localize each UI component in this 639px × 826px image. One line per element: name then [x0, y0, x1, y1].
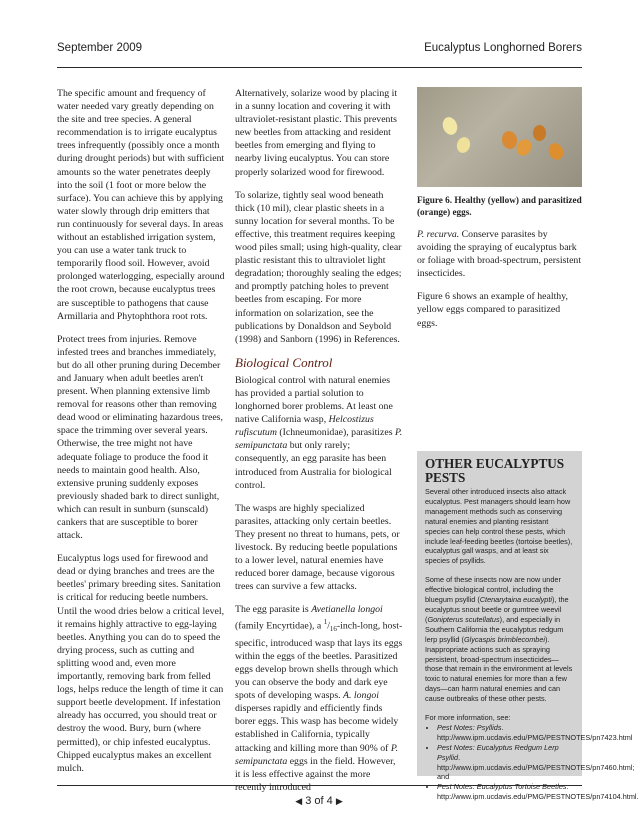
sidebar-paragraph-biocontrol: Some of these insects now are now under effective biological control, including the bluegum psyllid (Ctenarytaina eucalypti), the eucalyptus snout beetle or gumtree weevil (Gonipterus scutellatus), and especially in Southern California the eucalyptus redgum lerp psyllid (Glycaspis brimblecombei). Inappropriate actions such as spraying persistent, broad-spectrum insecticides—those that remain in the environment at levels toxic to natural enemies for more than a few days—can harm natural enemies and can cause outbreaks of these other pests. [425, 575, 573, 704]
paragraph-protect-trees: Protect trees from injuries. Remove infested trees and branches immediately, but do all other pruning during December and January when adult beetles aren't present. When planning extensive limb removal for reasons other than removing dead wood or eliminating hazardous trees, space the trimming over several years. Otherwise, the tree might not have adequate foliage to produce the food it needs to maintain good health. Also, extensive pruning suddenly exposes previously shaded bark to direct sunlight, which can result in sunburn (sunscald) cankers that are susceptible to borer attack. [57, 333, 223, 542]
sidebar-other-pests [417, 451, 639, 802]
reference-item[interactable]: • Pest Notes: Psyllids. http://www.ipm.ucdavis.edu/PMG/PESTNOTES/pn7423.html [437, 723, 574, 743]
reference-list [425, 722, 639, 802]
footer-rule [57, 785, 582, 786]
paragraph-solarize: To solarize, tightly seal wood beneath thick (10 mil), clear plastic sheets in a sunny location for several months. To be effective, this treatment requires keeping wood piles small; using high-quality, clear plastic resistant this to ultraviolet light degradation; thoroughly sealing the edges; and promptly patching holes to prevent beetles from escaping. For more information on solarization, see the publications by Donaldson and Seybold (1998) and Sanborn (1996) in References. [235, 189, 402, 345]
column-3 [417, 87, 582, 340]
paragraph-conserve-parasites: P. recurva. Conserve parasites by avoiding the spraying of eucalyptus bark or foliage with broad-spectrum, persistent insecticides. [417, 229, 582, 280]
left-arrow-icon: ◀ [295, 796, 303, 806]
paragraph-egg-parasite: The egg parasite is Avetianella longoi (family Encyrtidae), a $^1/_{16}-inch$-long, host-specific, introduced wasp that lays its eggs within the eggs of the beetles. Parasitized eggs develop brown shells through which you can observe the body and dark eye spots of developing wasps. A. longoi disperses rapidly and efficiently finds borer eggs. This wasp has become widely established in California, typically attacking and killing more than 90% of P. semipunctata eggs in the field. However, it is less effective against the more recently introduced [235, 604, 403, 793]
paragraph-figure-ref: Figure 6 shows an example of healthy, yellow eggs compared to parasitized eggs. [417, 291, 568, 329]
paragraph-irrigation: The specific amount and frequency of water needed vary greatly depending on the site and tree species. A general recommendation is to irrigate eucalyptus trees infrequently (possibly once a month during drought periods) but with sufficient amounts so the water penetrates deeply into the soil (1 foot or more below the surface). You can achieve this by applying water slowly through drip emitters that run continuously for several days. In areas without an established irrigation system, you can use a water tank truck to temporarily flood soil. However, avoid prolonged waterlogging, especially around the root crown, because eucalyptus trees are susceptible to pathogens that cause Armillaria and Phytophthora root rots. [57, 88, 225, 322]
page-footer [0, 795, 638, 807]
page-number: 3 of 4 [305, 795, 333, 807]
sidebar-body [417, 484, 639, 802]
page-header [57, 42, 582, 58]
sidebar-title: OTHER EUCALYPTUS PESTS [425, 456, 565, 485]
more-info-label: For more information, see: [425, 713, 511, 723]
paragraph-wasps: The wasps are highly specialized parasites, attacking only certain beetles. They present no threat to humans, pets, or livestock. By reducing beetle populations to a lower level, natural enemies have reduced borer damage, because vigorous trees can survive a few attacks. [235, 502, 400, 593]
header-date: September 2009 [57, 42, 143, 54]
healthy-egg [440, 115, 459, 137]
paragraph-firewood: Eucalyptus logs used for firewood and dead or dying branches and trees are the beetles' primary breeding sites. Sanitation is critical for reducing beetle numbers. Until the wood dries below a critical level, it remains highly attractive to egg-laying beetles. Anything you can do to speed the drying process, such as cutting and splitting wood and, even more importantly, removing bark from felled logs, helps reduce the length of time it can support beetle development. If infestation already has occurred, you should treat or destroy the wood. Bury, burn (where permitted), or chip infested eucalyptus. Chipped eucalyptus makes an excellent mulch. [57, 553, 225, 774]
eggs-photo [417, 87, 582, 187]
reference-item[interactable]: • Pest Notes: Eucalyptus Redgum Lerp Psyllid. http://www.ipm.ucdavis.edu/PMG/PESTNOTES/pn7460.html; and [437, 743, 574, 783]
right-arrow-icon: ▶ [335, 796, 343, 806]
section-heading-biological-control: Biological Control [235, 354, 333, 370]
parasitized-egg [546, 141, 566, 162]
header-rule [57, 67, 582, 68]
paragraph-bio-control: Biological control with natural enemies has provided a partial solution to longhorned borer problems. At least one native California wasp, Helcostizus rufiscutum (Ichneumonidae), parasitizes P. semipunctata but only rarely; consequently, an egg parasite has been introduced from Australia for biological control. [235, 374, 403, 491]
reference-item[interactable]: • Pest Notes: Eucalyptus Tortoise Beetles. http://www.ipm.ucdavis.edu/PMG/PESTNOTES/pn74104.html. [437, 782, 574, 802]
header-title: Eucalyptus Longhorned Borers [424, 42, 582, 54]
column-1 [57, 87, 225, 785]
sidebar-paragraph-intro: Several other introduced insects also attack eucalyptus. Pest managers should learn how management methods such as conserving natural enemies and planting resistant species can help control these pests, which include leaf-feeding beetles (tortoise beetles), eucalyptus gall wasps, and at least six species of psyllids. [425, 487, 573, 566]
column-2 [235, 87, 403, 804]
paragraph-solarize-alt: Alternatively, solarize wood by placing it in a sunny location and covering it with ultraviolet-resistant plastic. This prevents new beetles from attacking and resident beetles from emerging and flying to nearby living eucalyptus. You can store properly solarized wood for firewood. [235, 88, 398, 178]
figure-caption: Figure 6. Healthy (yellow) and parasitized (orange) eggs. [417, 195, 582, 217]
parasitized-egg [533, 125, 546, 141]
healthy-egg [455, 136, 472, 155]
